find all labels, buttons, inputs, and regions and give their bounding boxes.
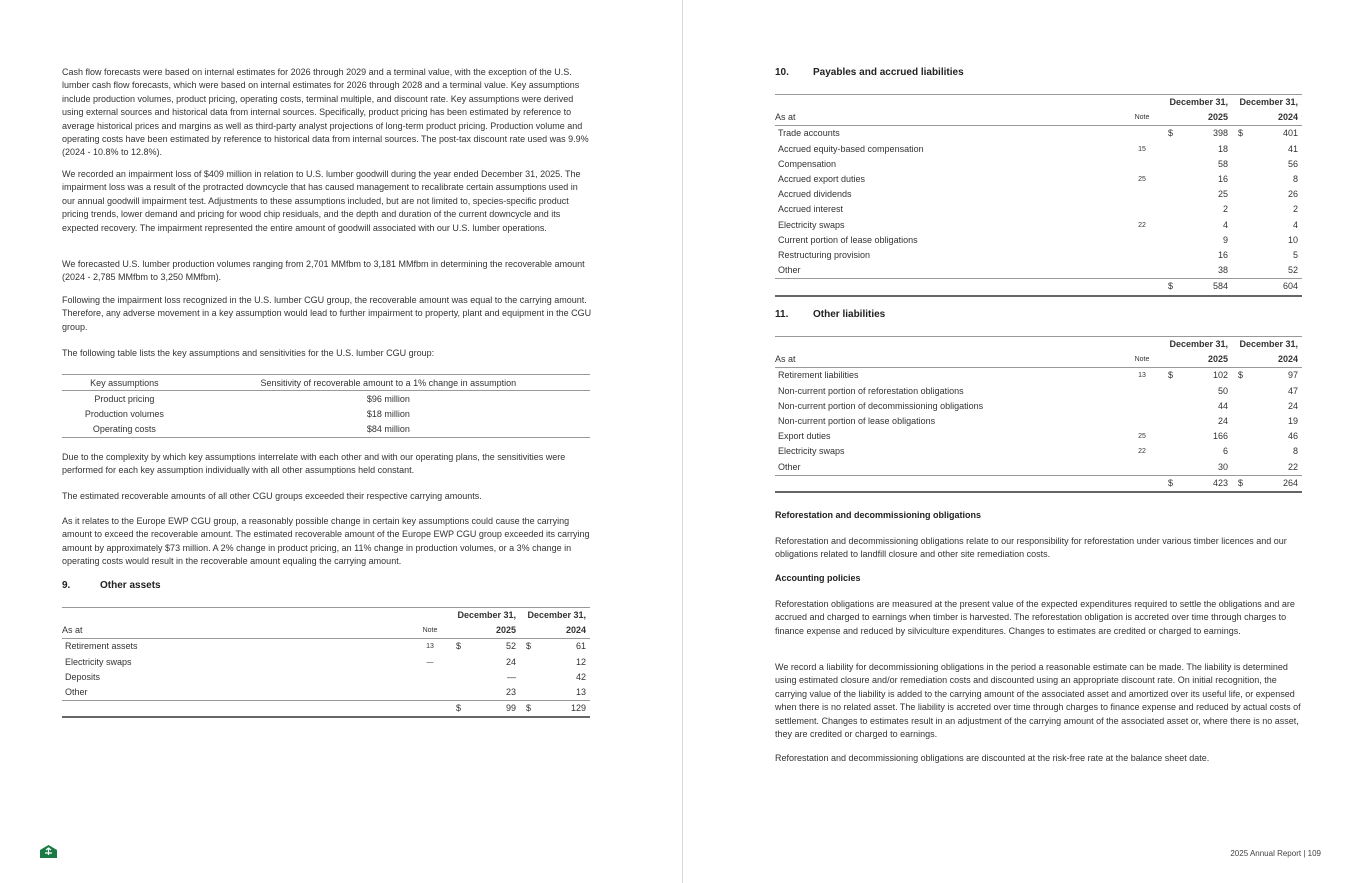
currency-symbol: $ — [450, 701, 468, 718]
value-2025: 398 — [1212, 128, 1228, 139]
note-header: Note — [410, 623, 450, 639]
row-label: Non-current portion of lease obligations — [778, 416, 936, 426]
spacer — [775, 95, 1122, 111]
value-2025: 24 — [505, 656, 516, 667]
row-note — [410, 670, 450, 685]
total-2024: 129 — [538, 701, 590, 718]
row-note — [1122, 384, 1162, 399]
value-2025: 4 — [1222, 219, 1228, 230]
spacer — [775, 279, 1122, 296]
value-2024: 97 — [1287, 370, 1298, 381]
row-label: Export duties — [778, 431, 831, 442]
currency-symbol: $ — [1168, 370, 1174, 381]
currency-symbol — [1232, 444, 1250, 459]
value-2025: 38 — [1217, 265, 1228, 276]
column-header-2024: December 31, — [520, 608, 590, 624]
paragraph-table-intro: The following table lists the key assumptions and sensitivities for the U.S. lumber CGU group: — [62, 348, 435, 358]
row-label: Compensation — [778, 158, 837, 169]
section-number: 9. — [62, 580, 71, 591]
value-2024: 46 — [1287, 431, 1298, 442]
assumption: Operating costs — [62, 422, 187, 438]
value-2025: 166 — [1212, 431, 1228, 442]
value-2024: 22 — [1287, 461, 1298, 472]
currency-symbol: $ — [1162, 279, 1180, 296]
spacer — [410, 701, 450, 718]
value-2025: 50 — [1217, 385, 1228, 396]
table-row — [775, 460, 1302, 476]
value-2024: 5 — [1292, 250, 1298, 261]
header-row — [62, 623, 590, 639]
value-2024: 19 — [1287, 416, 1298, 426]
table-row — [775, 368, 1302, 384]
table-row — [775, 429, 1302, 444]
paragraph-cash-flow: Cash flow forecasts were based on internal estimates for 2026 through 2029 and a terminal value, with the exception of the U.S. lumber cash flow forecasts, which were based on internal estimates for 2026 through 2028 and a terminal value. Key assumptions include production volumes, product pricing, operating costs, terminal multiple, and discount rate. Key assumptions were derived using external sources and historical data from internal sources. Specifically, product pricing has been estimated by reference to average historical prices and margins as well as third-party analyst projections of long-term product pricing. Production volume and operating costs have been estimated by reference to historical data from internal sources. The post-tax discount rate used was 9.9% (2024 - 10.8% to 12.8%). — [62, 67, 589, 158]
currency-symbol — [1162, 263, 1180, 279]
table-row — [775, 263, 1302, 279]
currency-symbol: $ — [1238, 370, 1244, 381]
row-note: 25 — [1138, 176, 1146, 183]
row-label: Current portion of lease obligations — [778, 234, 918, 245]
currency-symbol — [1162, 444, 1180, 459]
total-2024: 604 — [1250, 279, 1302, 296]
row-note: 22 — [1138, 221, 1146, 229]
report-title: 2025 Annual Report — [1230, 849, 1302, 858]
value-2024: 24 — [1287, 400, 1298, 411]
currency-symbol — [1232, 142, 1250, 157]
row-label: Accrued equity-based compensation — [778, 143, 924, 154]
currency-symbol — [1162, 460, 1180, 476]
row-label: Non-current portion of reforestation obligations — [778, 385, 964, 396]
currency-symbol — [450, 670, 468, 685]
currency-symbol — [1232, 279, 1250, 296]
column-header: Key assumptions — [62, 375, 187, 391]
spacer — [1122, 475, 1162, 492]
column-header-2025: December 31, — [1162, 95, 1232, 111]
table-row — [775, 399, 1302, 414]
spacer — [410, 608, 450, 624]
value-2025: — — [507, 671, 516, 682]
as-at-label: As at — [775, 352, 1122, 368]
row-note: 15 — [1138, 145, 1146, 153]
currency-symbol — [1162, 172, 1180, 187]
section-heading-11 — [775, 309, 885, 320]
footer-separator: | — [1303, 849, 1306, 858]
as-at-label: As at — [62, 623, 410, 639]
paragraph-policy-decommissioning: We record a liability for decommissioning obligations in the period a reasonable estimate can be made. The liability is determined using estimated closure and/or remediation costs and discounted using an appropriate discount rate. On initial recognition, the carrying value of the liability is added to the carrying amount of the associated asset and amortized over its useful life, or expensed when there is no related asset. The liability is accreted over time through charges to finance expense and reduced by actual costs of settlement. Changes to estimates result in an adjustment of the carrying amount of the associated asset or, where there is no asset, they are credited or charged to earnings. — [775, 662, 1301, 740]
currency-symbol: $ — [1168, 128, 1174, 139]
row-label: Retirement assets — [65, 641, 138, 652]
paragraph-reforestation: Reforestation and decommissioning obligations relate to our responsibility for reforestation under various timber licences and our obligations related to landfill closure and other site remediation costs. — [775, 536, 1287, 560]
column-header: Sensitivity of recoverable amount to a 1% change in assumption — [187, 375, 590, 391]
row-label: Other — [778, 265, 801, 276]
header-row — [775, 95, 1302, 111]
row-note — [1122, 263, 1162, 279]
spacer — [775, 337, 1122, 353]
currency-symbol — [1162, 157, 1180, 172]
currency-symbol — [1232, 460, 1250, 476]
row-note: 13 — [426, 643, 434, 651]
header-row — [775, 110, 1302, 126]
table-row — [775, 126, 1302, 142]
table-row — [775, 157, 1302, 172]
page-footer — [1230, 849, 1321, 858]
reforestation-heading: Reforestation and decommissioning obligations — [775, 510, 982, 520]
table-row — [775, 142, 1302, 157]
currency-symbol — [1162, 142, 1180, 157]
currency-symbol — [1232, 248, 1250, 263]
currency-symbol — [520, 685, 538, 701]
table-row — [775, 384, 1302, 399]
currency-symbol: $ — [526, 641, 532, 652]
currency-symbol: $ — [1238, 128, 1244, 139]
currency-symbol — [1162, 233, 1180, 248]
currency-symbol — [1232, 157, 1250, 172]
currency-symbol: $ — [456, 641, 462, 652]
year-2025: 2025 — [1162, 352, 1232, 368]
row-note — [1122, 202, 1162, 217]
table-row — [775, 248, 1302, 263]
payables-table — [775, 94, 1302, 297]
table-row — [62, 639, 590, 655]
total-row — [775, 279, 1302, 296]
currency-symbol — [450, 685, 468, 701]
accounting-policies-heading: Accounting policies — [775, 573, 861, 583]
value-2025: 16 — [1217, 174, 1228, 184]
assumption: Product pricing — [94, 393, 155, 404]
currency-symbol — [1162, 202, 1180, 217]
paragraph-volumes: We forecasted U.S. lumber production volumes ranging from 2,701 MMfbm to 3,181 MMfbm in determining the recoverable amount (2024 - 2,785 MMfbm to 3,250 MMfbm). — [62, 259, 585, 283]
row-note: — — [426, 658, 434, 666]
currency-symbol: $ — [1162, 475, 1180, 492]
spacer — [62, 701, 410, 718]
header-row — [775, 337, 1302, 353]
currency-symbol: $ — [520, 701, 538, 718]
value-2024: 47 — [1287, 385, 1298, 396]
row-label: Restructuring provision — [778, 250, 871, 261]
value-2024: 26 — [1287, 189, 1298, 200]
value-2024: 12 — [575, 656, 586, 667]
value-2025: 58 — [1217, 158, 1228, 169]
company-logo-icon — [40, 845, 57, 858]
section-heading-10 — [775, 67, 964, 78]
table-row — [775, 202, 1302, 217]
currency-symbol — [1232, 233, 1250, 248]
value-2024: 56 — [1287, 158, 1298, 169]
paragraph-other-cgu: The estimated recoverable amounts of all other CGU groups exceeded their respective carrying amounts. — [62, 491, 482, 501]
value-2024: 2 — [1292, 204, 1298, 215]
row-label: Accrued dividends — [778, 189, 852, 200]
value-2025: 25 — [1217, 189, 1228, 200]
other-assets-table — [62, 607, 590, 718]
other-liabilities-table — [775, 336, 1302, 493]
row-note — [1122, 248, 1162, 263]
paragraph-europe-ewp: As it relates to the Europe EWP CGU group, a reasonably possible change in certain key assumptions could cause the carrying amount to exceed the recoverable amount. The estimated recoverable amount of the Europe EWP CGU group exceeded its carrying amount by approximately $73 million. A 2% change in product pricing, an 11% change in production volumes, or a 3% change in operating costs would result in the recoverable amount equaling the carrying amount. — [62, 516, 590, 567]
currency-symbol — [1162, 414, 1180, 429]
column-header-2025: December 31, — [450, 608, 520, 624]
key-assumptions-table — [62, 374, 590, 438]
header-row — [775, 352, 1302, 368]
row-note — [1122, 414, 1162, 429]
spacer — [775, 475, 1122, 492]
value-2025: 52 — [505, 641, 516, 652]
table-row — [775, 172, 1302, 187]
table-row — [62, 406, 590, 421]
value-2024: 10 — [1287, 234, 1298, 245]
section-number: 10. — [775, 67, 789, 78]
currency-symbol — [1232, 399, 1250, 414]
value-2024: 8 — [1292, 446, 1298, 457]
currency-symbol — [1162, 248, 1180, 263]
row-note — [410, 685, 450, 701]
table-row — [62, 655, 590, 670]
column-header-2024: December 31, — [1232, 337, 1302, 353]
spacer — [1122, 337, 1162, 353]
year-2024: 2024 — [520, 623, 590, 639]
value-2024: 13 — [575, 687, 586, 697]
table-row — [62, 422, 590, 438]
value-2024: 61 — [575, 641, 586, 652]
currency-symbol — [1232, 187, 1250, 202]
value-2025: 16 — [1217, 250, 1228, 261]
row-note: 25 — [1138, 433, 1146, 441]
value-2025: 9 — [1222, 234, 1228, 245]
currency-symbol — [1162, 399, 1180, 414]
value-2024: 4 — [1292, 219, 1298, 230]
table-row — [775, 444, 1302, 459]
spacer — [1122, 279, 1162, 296]
row-note — [1122, 187, 1162, 202]
currency-symbol — [1232, 172, 1250, 187]
value-2025: 44 — [1217, 400, 1228, 411]
section-title: Payables and accrued liabilities — [813, 67, 964, 78]
value-2024: 52 — [1287, 265, 1298, 276]
section-number: 11. — [775, 309, 789, 320]
row-label: Accrued export duties — [778, 174, 866, 184]
currency-symbol — [1162, 429, 1180, 444]
value-2025: 2 — [1222, 204, 1228, 215]
paragraph-complexity: Due to the complexity by which key assumptions interrelate with each other and with our operating plans, the sensitivities were performed for each key assumption individually with all other assumptions held constant. — [62, 452, 566, 476]
currency-symbol: $ — [1232, 475, 1250, 492]
row-note — [1122, 460, 1162, 476]
table-row — [62, 670, 590, 685]
sensitivity: $18 million — [366, 408, 410, 419]
year-2024: 2024 — [1232, 352, 1302, 368]
row-label: Electricity swaps — [65, 656, 132, 667]
row-label: Other — [778, 461, 801, 472]
row-label: Trade accounts — [778, 128, 840, 139]
total-2025: 423 — [1180, 475, 1232, 492]
section-heading-9 — [62, 580, 161, 591]
currency-symbol — [1232, 414, 1250, 429]
currency-symbol — [1232, 263, 1250, 279]
value-2025: 24 — [1217, 416, 1228, 426]
value-2024: 42 — [575, 671, 586, 682]
section-title: Other assets — [100, 580, 161, 591]
sensitivity: $84 million — [187, 422, 590, 438]
spacer — [62, 608, 410, 624]
note-header: Note — [1122, 352, 1162, 368]
table-row — [775, 218, 1302, 233]
row-label: Deposits — [65, 671, 101, 682]
value-2025: 102 — [1212, 370, 1228, 381]
row-label: Non-current portion of decommissioning obligations — [778, 400, 984, 411]
row-label: Other — [65, 687, 88, 697]
total-2025: 99 — [468, 701, 520, 718]
currency-symbol — [520, 670, 538, 685]
table-row — [62, 685, 590, 701]
section-title: Other liabilities — [813, 309, 886, 320]
value-2025: 18 — [1217, 143, 1228, 154]
value-2025: 6 — [1222, 446, 1228, 457]
table-row — [775, 233, 1302, 248]
assumption: Production volumes — [84, 408, 164, 419]
currency-symbol — [520, 655, 538, 670]
currency-symbol — [1232, 218, 1250, 233]
row-note: 13 — [1138, 372, 1146, 380]
as-at-label: As at — [775, 110, 1122, 126]
row-note: 22 — [1138, 448, 1146, 456]
sensitivity: $96 million — [366, 393, 410, 404]
row-note — [1122, 233, 1162, 248]
currency-symbol — [1232, 429, 1250, 444]
currency-symbol — [450, 655, 468, 670]
value-2024: 401 — [1282, 128, 1298, 139]
row-note — [1122, 157, 1162, 172]
currency-symbol — [1232, 202, 1250, 217]
row-label: Electricity swaps — [778, 219, 845, 230]
value-2025: 30 — [1217, 461, 1228, 472]
note-header: Note — [1122, 110, 1162, 126]
column-header-2024: December 31, — [1232, 95, 1302, 111]
column-header-2025: December 31, — [1162, 337, 1232, 353]
year-2025: 2025 — [1162, 110, 1232, 126]
total-row — [775, 475, 1302, 492]
total-2025: 584 — [1180, 279, 1232, 296]
value-2025: 23 — [505, 687, 516, 697]
total-2024: 264 — [1250, 475, 1302, 492]
page-number: 109 — [1307, 849, 1321, 858]
total-row — [62, 701, 590, 718]
row-note — [1122, 126, 1162, 142]
value-2024: 8 — [1292, 174, 1298, 184]
currency-symbol — [1232, 384, 1250, 399]
row-note — [1122, 399, 1162, 414]
header-row — [62, 608, 590, 624]
spacer — [1122, 95, 1162, 111]
value-2024: 41 — [1287, 143, 1298, 154]
paragraph-policy-discount: Reforestation and decommissioning obligations are discounted at the risk-free rate at the balance sheet date. — [775, 753, 1210, 763]
year-2025: 2025 — [450, 623, 520, 639]
paragraph-recoverable: Following the impairment loss recognized in the U.S. lumber CGU group, the recoverable amount was equal to the carrying amount. Therefore, any adverse movement in a key assumption would lead to further impairment to property, plant and equipment in the CGU group. — [62, 295, 592, 332]
currency-symbol — [1162, 218, 1180, 233]
table-row — [775, 414, 1302, 429]
currency-symbol — [1162, 187, 1180, 202]
page-divider — [682, 0, 683, 883]
paragraph-policy-reforestation: Reforestation obligations are measured at the present value of the expected expenditures required to settle the obligations and are accrued and charged to earnings when timber is harvested. The reforestation obligation is accreted over time through charges to finance expense and reduced by silviculture expenditures. Changes to estimates are credited or charged to earnings. — [775, 599, 1295, 636]
table-row — [775, 187, 1302, 202]
row-label: Accrued interest — [778, 204, 844, 215]
paragraph-impairment: We recorded an impairment loss of $409 million in relation to U.S. lumber goodwill during the year ended December 31, 2025. The impairment loss was a result of the protracted downcycle that has caused management to recalibrate certain assumptions used in our annual goodwill impairment test. Adjustments to these assumptions included, but are not limited to, species-specific product pricing trends, lower demand and pricing for wood chip residuals, and the depth and duration of the current downcycle and its expected recovery. The impairment represented the entire amount of goodwill associated with our U.S. lumber operations. — [62, 169, 581, 233]
currency-symbol — [1162, 384, 1180, 399]
year-2024: 2024 — [1232, 110, 1302, 126]
table-row — [62, 391, 590, 407]
row-label: Electricity swaps — [778, 446, 845, 457]
row-label: Retirement liabilities — [778, 370, 859, 381]
